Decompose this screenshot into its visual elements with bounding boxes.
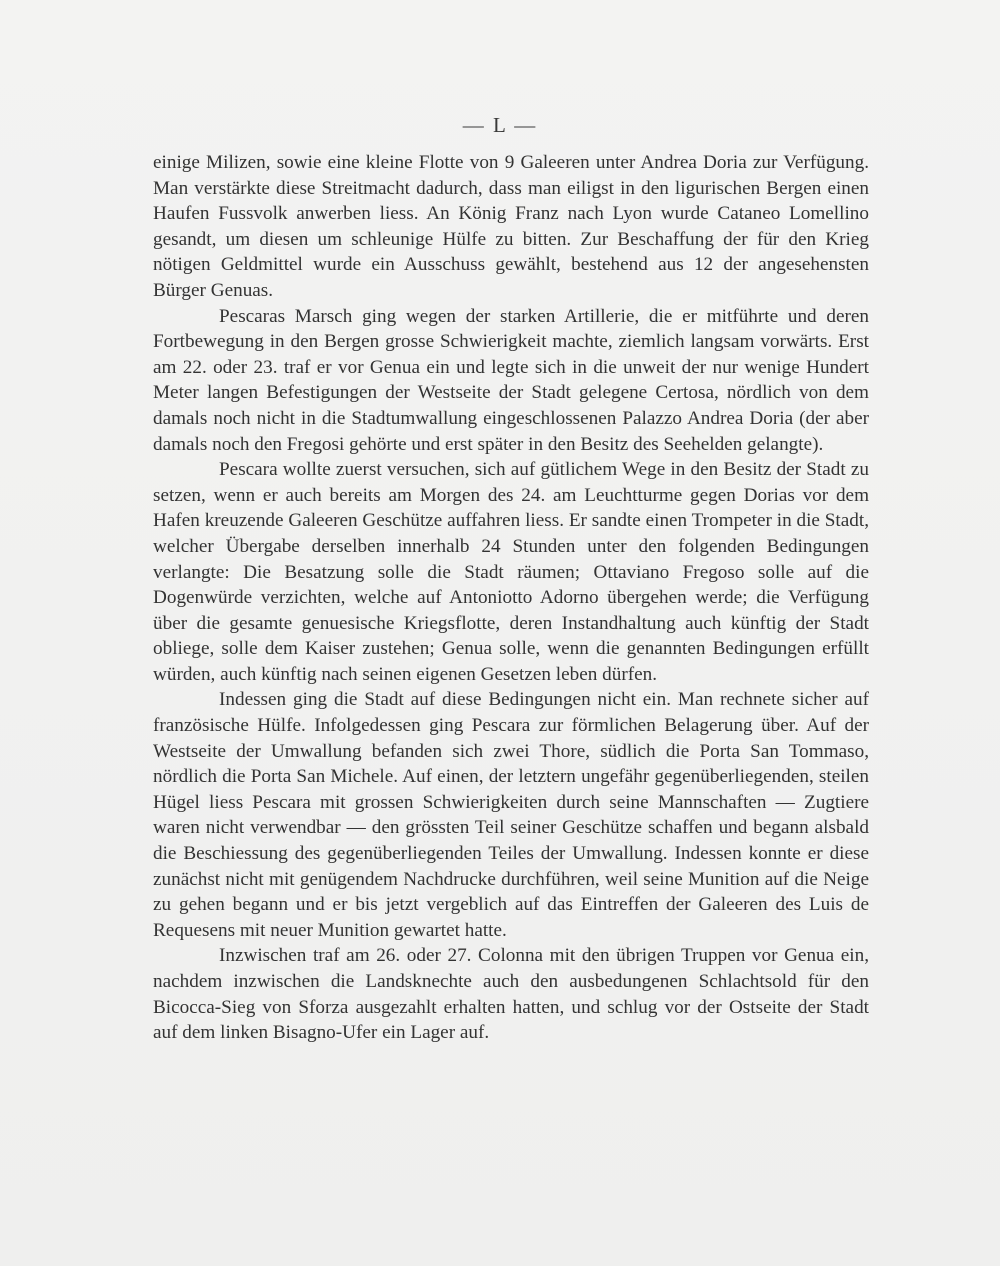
paragraph-4: Indessen ging die Stadt auf diese Bedingungen nicht ein. Man rechnete sicher auf französische Hülfe. Infolgedessen ging Pescara zur förmlichen Belagerung über. Auf der Westseite der Umwallung befanden sich zwei Thore, südlich die Porta San Tommaso, nördlich die Porta San Michele. Auf einen, der letztern ungefähr gegenüberliegenden, steilen Hügel liess Pescara mit grossen Schwierigkeiten durch seine Mannschaften — Zugtiere waren nicht verwendbar — den grössten Teil seiner Geschütze schaffen und begann alsbald die Beschiessung des gegenüberliegenden Teiles der Umwallung. Indessen konnte er diese zunächst nicht mit genügendem Nachdrucke durchführen, weil seine Munition auf die Neige zu gehen begann und er bis jetzt vergeblich auf das Eintreffen der Galeeren des Luis de Requesens mit neuer Munition gewartet hatte. — [153, 689, 869, 941]
page-number-header: — L — — [462, 113, 538, 137]
paragraph-3: Pescara wollte zuerst versuchen, sich auf gütlichem Wege in den Besitz der Stadt zu setzen, wenn er auch bereits am Morgen des 24. am Leuchtturme gegen Dorias vor dem Hafen kreuzende Galeeren Geschütze auffahren liess. Er sandte einen Trompeter in die Stadt, welcher Übergabe derselben innerhalb 24 Stunden unter den folgenden Bedingungen verlangte: Die Besatzung solle die Stadt räumen; Ottaviano Fregoso solle auf die Dogenwürde verzichten, welche auf Antoniotto Adorno übergehen werde; die Verfügung über die gesamte genuesische Kriegsflotte, deren Instandhaltung auch künftig der Stadt obliege, solle dem Kaiser zustehen; Genua solle, wenn die genannten Bedingungen erfüllt würden, auch künftig nach seinen eigenen Gesetzen leben dürfen. — [153, 459, 869, 685]
body-text — [153, 150, 869, 1046]
paragraph-2: Pescaras Marsch ging wegen der starken Artillerie, die er mitführte und deren Fortbewegung in den Bergen grosse Schwierigkeit machte, ziemlich langsam vorwärts. Erst am 22. oder 23. traf er vor Genua ein und legte sich in die unweit der nur wenige Hundert Meter langen Befestigungen der Westseite der Stadt gelegene Certosa, nördlich von dem damals noch nicht in die Stadtumwallung eingeschlossenen Palazzo Andrea Doria (der aber damals noch den Fregosi gehörte und erst später in den Besitz des Seehelden gelangte). — [153, 305, 869, 455]
paragraph-1: einige Milizen, sowie eine kleine Flotte von 9 Galeeren unter Andrea Doria zur Verfügung. Man verstärkte diese Streitmacht dadurch, dass man eiligst in den ligurischen Bergen einen Haufen Fussvolk anwerben liess. An König Franz nach Lyon wurde Cataneo Lomellino gesandt, um diesen um schleunige Hülfe zu bitten. Zur Beschaffung der für den Krieg nötigen Geldmittel wurde ein Ausschuss gewählt, bestehend aus 12 der angesehensten Bürger Genuas. — [153, 152, 869, 301]
paragraph-5: Inzwischen traf am 26. oder 27. Colonna mit den übrigen Truppen vor Genua ein, nachdem inzwischen die Landsknechte auch den ausbedungenen Schlachtsold für den Bicocca-Sieg von Sforza ausgezahlt erhalten hatten, und schlug vor der Ostseite der Stadt auf dem linken Bisagno-Ufer ein Lager auf. — [153, 945, 869, 1044]
